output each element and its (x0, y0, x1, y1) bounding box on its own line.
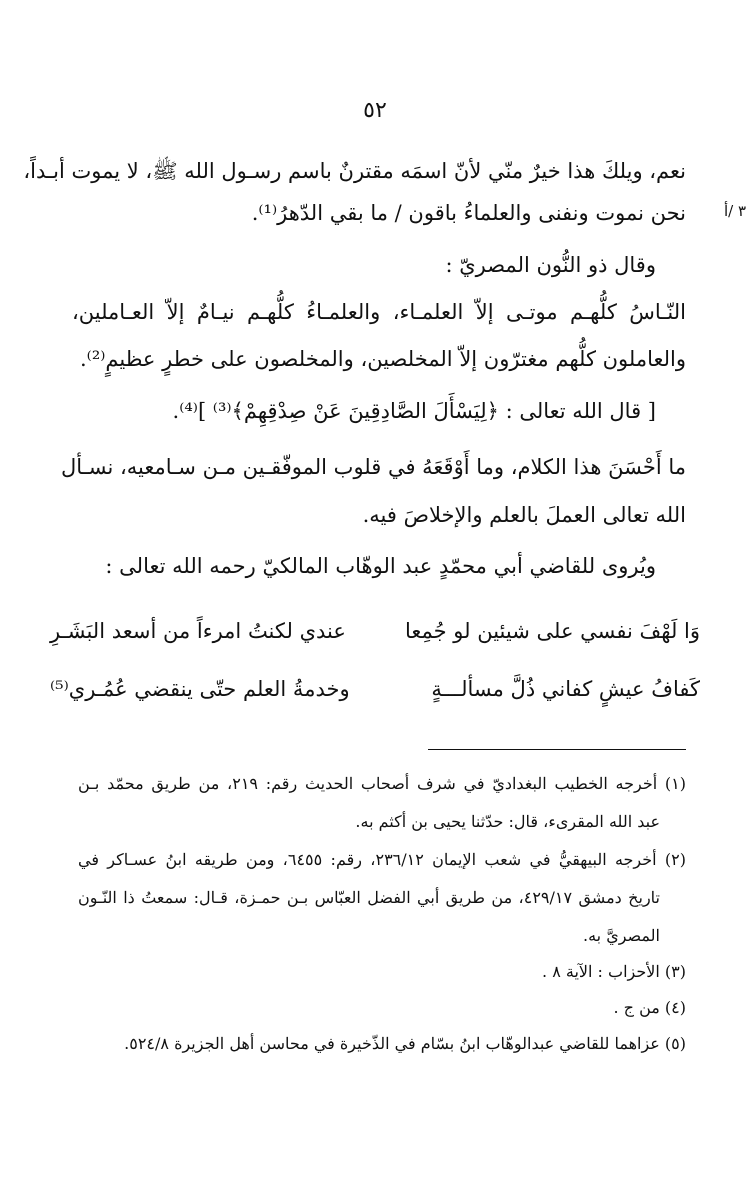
verse-second-hemistich: عندي لكنتُ امرءاً من أسعد البَشَـرِ (50, 619, 346, 643)
footnote-line: (٥) عزاهما للقاضي عبدالوهّاب ابنُ بسّام في الذّخيرة في محاسن أهل الجزيرة ٥٢٤/٨. (124, 1034, 686, 1053)
body-line: ما أَحْسَنَ هذا الكلام، وما أَوْقَعَهُ في قلوب الموفّقـين مـن سـامعيه، نسـأل (60, 455, 686, 479)
verse-second-hemistich: وخدمةُ العلم حتّى ينقضي عُمُـري⁽⁵⁾ (50, 677, 350, 701)
verse-first-hemistich: وَا لَهْفَ نفسي على شيئين لو جُمِعا (404, 619, 700, 643)
footnote-line: (٣) الأحزاب : الآية ٨ . (542, 962, 686, 981)
page-number: ٥٢ (363, 98, 387, 123)
manuscript-folio-marker: ٣ /أ (723, 202, 746, 220)
footnote-line: (٢) أخرجه البيهقيُّ في شعب الإيمان ٢٣٦/١٢، رقم: ٦٤٥٥، ومن طريقه ابنُ عسـاكر في (78, 850, 687, 869)
footnote-line: عبد الله المقرىء، قال: حدّثنا يحيى بن أكثم به. (355, 812, 660, 831)
verse-first-hemistich: كَفافُ عيشٍ كفاني ذُلَّ مسألـــةٍ (431, 677, 700, 701)
body-line: نعم، ويلكَ هذا خيرٌ منّي لأنّ اسمَه مقترنٌ باسم رسـول الله ﷺ، لا يموت أبـداً، (23, 159, 686, 183)
body-line: وقال ذو النُّون المصريّ : (445, 253, 656, 277)
body-line: ويُروى للقاضي أبي محمّدٍ عبد الوهّاب المالكيّ رحمه الله تعالى : (105, 554, 656, 578)
poem-verse (50, 614, 700, 648)
body-line: والعاملون كلُّهم مغترّون إلاّ المخلصين، والمخلصون على خطرٍ عظيمٍ⁽²⁾. (79, 347, 686, 371)
footnote-line: (١) أخرجه الخطيب البغداديّ في شرف أصحاب الحديث رقم: ٢١٩، من طريق محمّد بـن (78, 774, 687, 793)
footnote-separator (428, 749, 686, 750)
footnote-line: (٤) من ج . (613, 998, 686, 1017)
footnote-line: تاريخ دمشق ٤٢٩/١٧، من طريق أبي الفضل العبّاس بـن حمـزة، قـال: سمعتُ ذا النّـون (78, 888, 661, 907)
body-line: الله تعالى العملَ بالعلم والإخلاصَ فيه. (362, 503, 686, 527)
footnote-line: المصريَّ به. (583, 926, 660, 945)
body-line: نحن نموت ونفنى والعلماءُ باقون / ما بقي الدّهرُ⁽¹⁾. (251, 201, 686, 225)
quran-verse-line: [ قال الله تعالى : ﴿لِيَسْأَلَ الصَّادِقِينَ عَنْ صِدْقِهِمْ﴾⁽³⁾ ]⁽⁴⁾. (172, 399, 656, 423)
poem-verse (50, 672, 700, 706)
body-line: النّـاسُ كلُّهـم موتـى إلاّ العلمـاء، والعلمـاءُ كلُّهـم نيـامٌ إلاّ العـاملين، (72, 300, 686, 324)
